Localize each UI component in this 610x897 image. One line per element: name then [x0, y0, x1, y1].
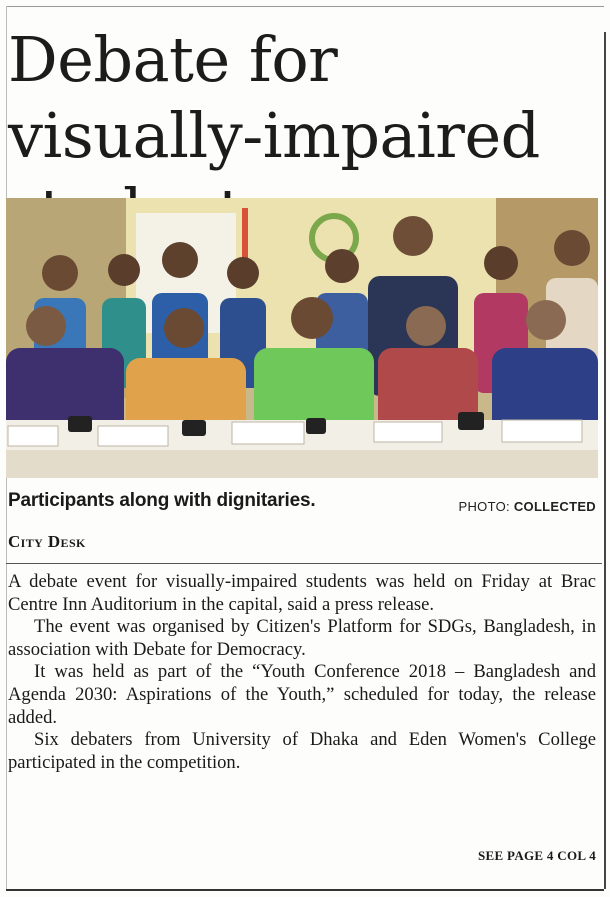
article-paragraph-4: Six debaters from University of Dhaka and Eden Women's College participated in the competition. — [8, 729, 596, 773]
article-body — [8, 571, 596, 774]
photo-credit-value: COLLECTED — [513, 499, 596, 514]
photo-credit-label: PHOTO: — [458, 499, 510, 514]
article-paragraph-1: A debate event for visually-impaired students was held on Friday at Brac Centre Inn Auditorium in the capital, said a press release. — [8, 571, 596, 615]
article-paragraph-3: It was held as part of the “Youth Conference 2018 – Bangladesh and Agenda 2030: Aspirations of the Youth,” scheduled for today, the release added. — [8, 661, 596, 728]
continued-on-line: SEE PAGE 4 COL 4 — [478, 848, 596, 863]
photo-caption: Participants along with dignitaries. — [8, 490, 316, 511]
photo-credit — [459, 499, 596, 514]
byline-divider — [6, 563, 602, 564]
right-column-rule — [604, 32, 606, 889]
byline: City Desk — [8, 532, 86, 551]
headline: Debate for visually-impaired — [8, 23, 540, 172]
photo-illustration — [6, 198, 598, 478]
bottom-border — [6, 889, 604, 891]
event-photo — [6, 198, 598, 478]
article-paragraph-2: The event was organised by Citizen's Platform for SDGs, Bangladesh, in association with Debate for Democracy. — [8, 616, 596, 660]
top-border — [6, 6, 604, 7]
photo-table-front — [6, 450, 598, 478]
